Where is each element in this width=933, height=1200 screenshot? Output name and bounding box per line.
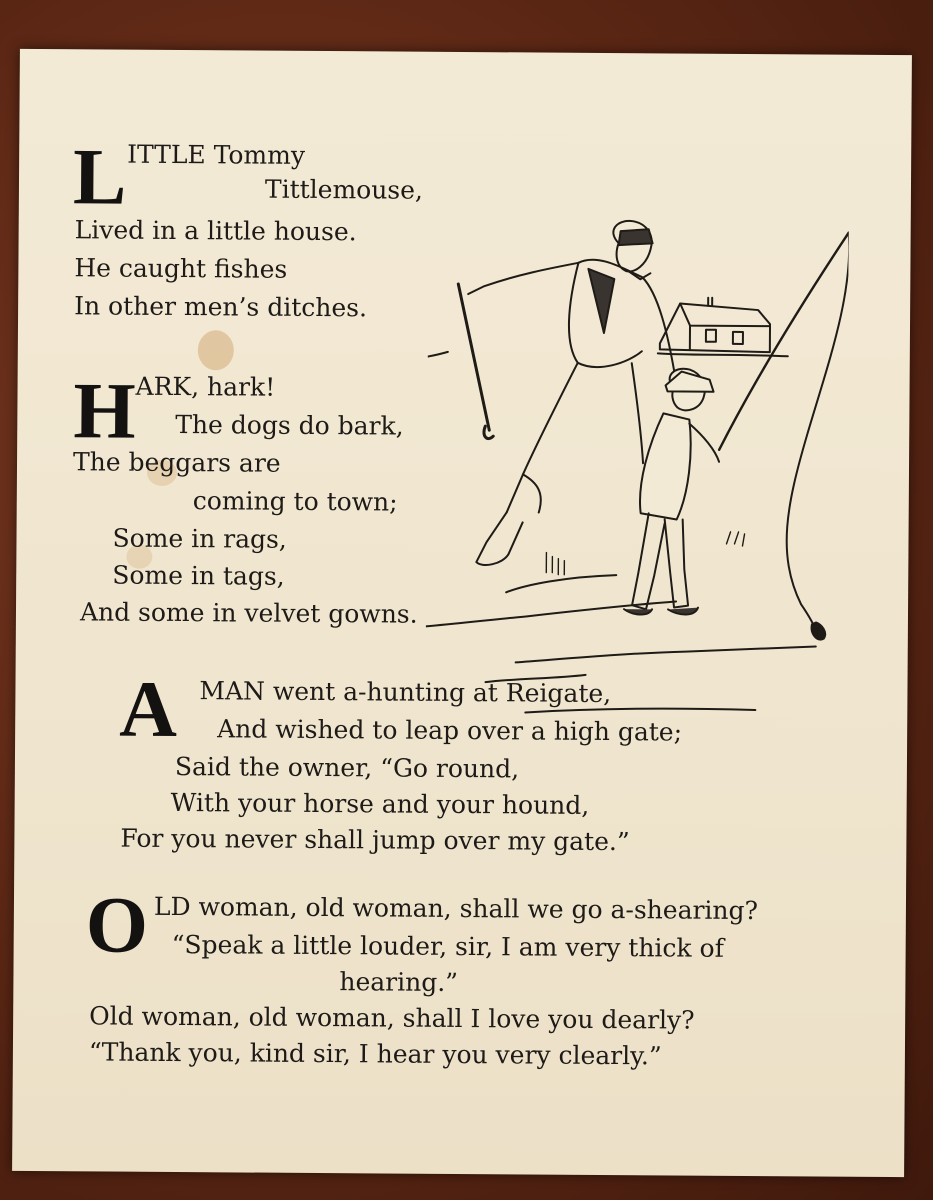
verse-line: And wished to leap over a high gate; bbox=[217, 714, 683, 747]
verse-line: Lived in a little house. bbox=[74, 215, 357, 247]
verse-line: And some in velvet gowns. bbox=[79, 597, 418, 629]
verse-line: Some in tags, bbox=[112, 560, 285, 591]
verse-line: In other men’s ditches. bbox=[74, 291, 368, 323]
man-and-boy-fishing-illustration bbox=[425, 212, 849, 725]
verse-line: ITTLE Tommy bbox=[127, 139, 306, 170]
verse-line: He caught fishes bbox=[74, 253, 288, 284]
verse-line: Some in rags, bbox=[112, 523, 287, 554]
verse-line: Tittlemouse, bbox=[264, 174, 424, 205]
verse-line: hearing.” bbox=[339, 967, 459, 997]
drop-cap: O bbox=[85, 881, 149, 970]
verse-line: The beggars are bbox=[72, 447, 281, 478]
verse-line: “Thank you, kind sir, I hear you very clearly.” bbox=[88, 1037, 662, 1071]
drop-cap: L bbox=[72, 133, 127, 222]
verse-line: For you never shall jump over my gate.” bbox=[120, 823, 630, 857]
book-page bbox=[12, 49, 912, 1177]
age-stain bbox=[198, 330, 234, 370]
verse-line: Said the owner, “Go round, bbox=[174, 751, 520, 784]
verse-line: The dogs do bark, bbox=[175, 409, 404, 441]
verse-line: LD woman, old woman, shall we go a-shearing? bbox=[153, 891, 759, 926]
drop-cap: A bbox=[119, 665, 178, 755]
verse-line: With your horse and your hound, bbox=[170, 787, 590, 820]
verse-line: Old woman, old woman, shall I love you dearly? bbox=[89, 1001, 695, 1035]
verse-line: MAN went a-hunting at Reigate, bbox=[199, 676, 612, 709]
verse-line: coming to town; bbox=[192, 486, 398, 517]
verse-line: “Speak a little louder, sir, I am very thick of bbox=[171, 929, 724, 963]
drop-cap: H bbox=[73, 367, 136, 456]
verse-line: ARK, hark! bbox=[135, 371, 276, 402]
